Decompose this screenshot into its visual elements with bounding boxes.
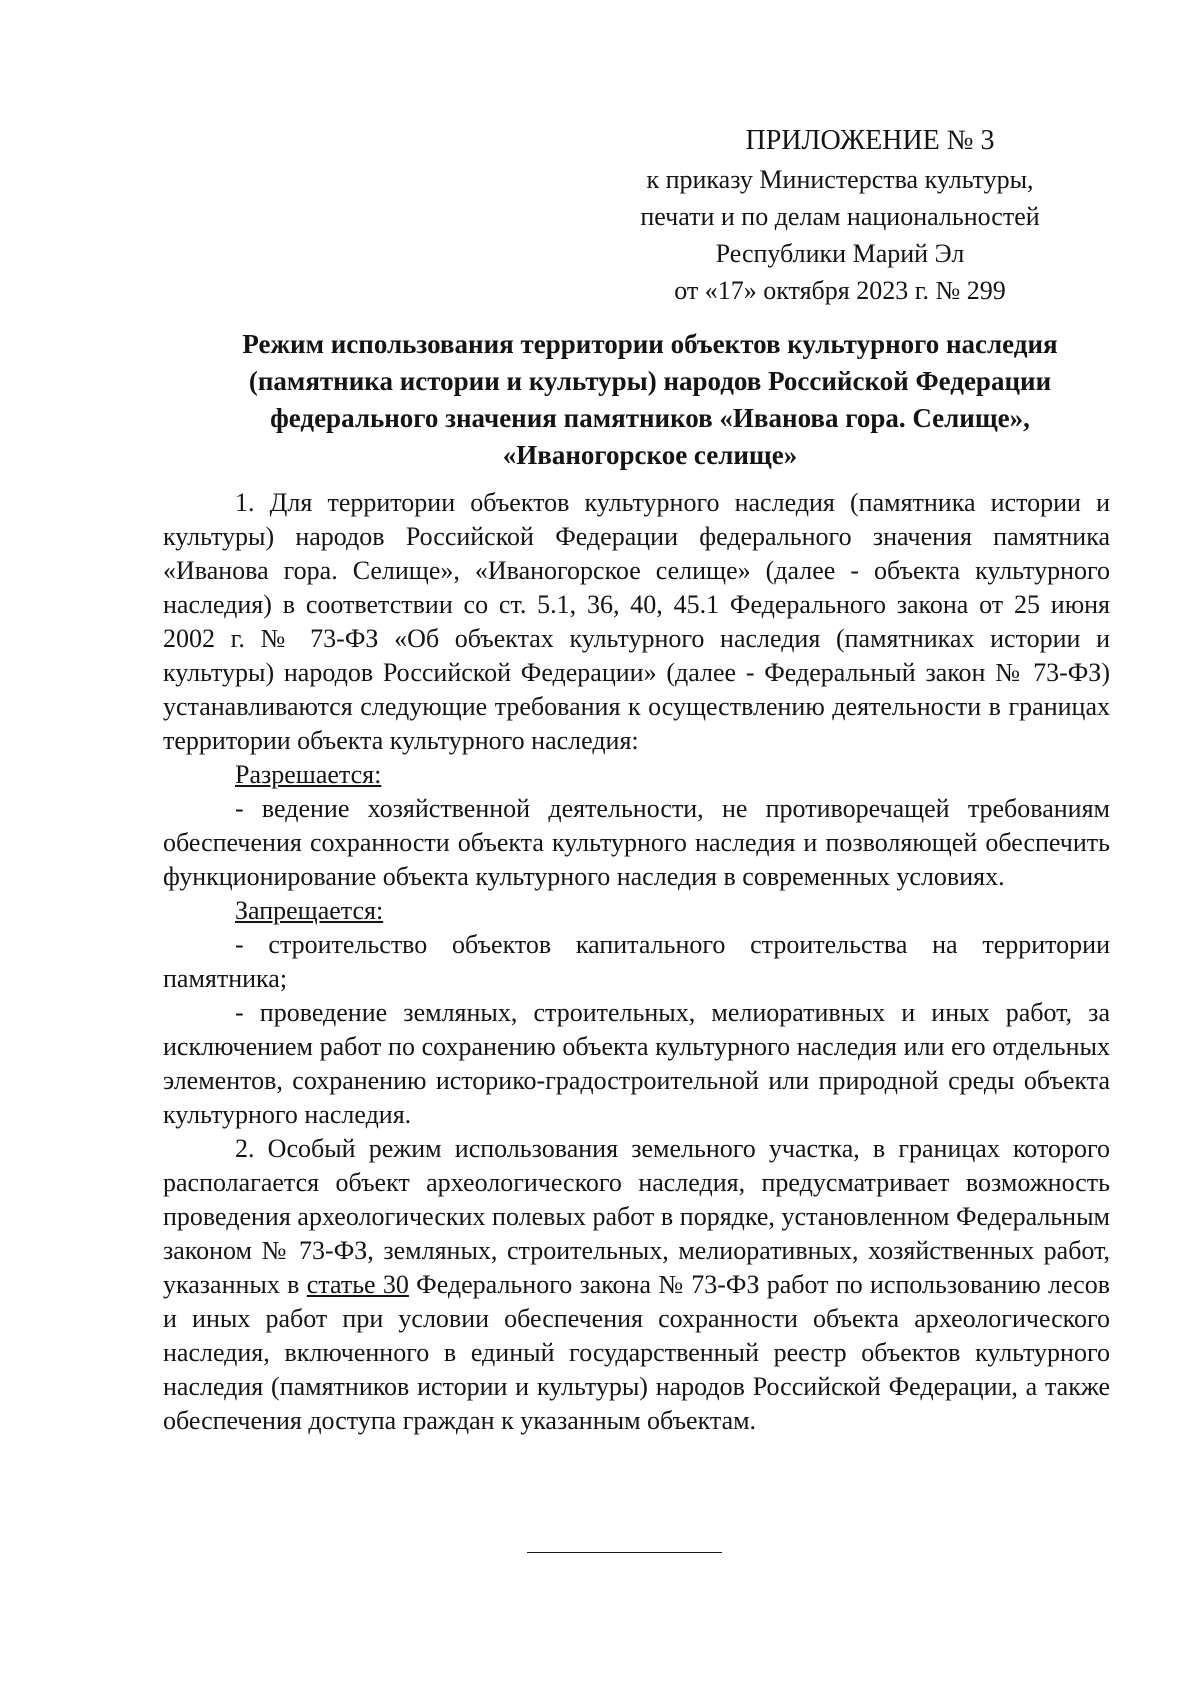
title-line-1: Режим использования территории объектов культурного наследия bbox=[242, 329, 1058, 359]
closing-divider bbox=[527, 1552, 722, 1553]
allowed-label-row bbox=[163, 758, 1110, 792]
article-30-link[interactable]: статье 30 bbox=[306, 1270, 409, 1299]
appendix-line-2: печати и по делам национальностей bbox=[640, 202, 1040, 231]
title-line-3: федерального значения памятников «Иванова гора. Селище», bbox=[270, 403, 1030, 433]
section-2-text-start: 2. Особый режим использования земельного участка, в границах которого располагается объект археологического наследия, предусматривает возможность проведения археологических полевых работ в порядке, установленном Федеральным законом № 73-ФЗ, земляных, строительных, мелиоративных, хозяйственных работ, указанных в bbox=[163, 1134, 1110, 1299]
appendix-line-1: к приказу Министерства культуры, bbox=[646, 165, 1034, 194]
section-2-text-end: Федерального закона № 73-ФЗ работ по использованию лесов и иных работ при условии обеспечения сохранности объекта археологического наследия, включенного в единый государственный реестр объектов культурного наследия (памятников истории и культуры) народов Российской Федерации, а также обеспечения доступа граждан к указанным объектам. bbox=[163, 1270, 1110, 1435]
prohibited-item-1: - строительство объектов капитального строительства на территории памятника; bbox=[163, 930, 1110, 993]
prohibited-label: Запрещается: bbox=[235, 896, 384, 925]
appendix-line-3: Республики Марий Эл bbox=[715, 239, 965, 268]
appendix-heading: ПРИЛОЖЕНИЕ № 3 bbox=[745, 125, 995, 156]
title-line-2: (памятника истории и культуры) народов Российской Федерации bbox=[248, 366, 1052, 396]
section-1-intro: 1. Для территории объектов культурного наследия (памятника истории и культуры) народов Российской Федерации федерального значения памятника «Иванова гора. Селище», «Иваногорское селище» (далее - объекта культурного наследия) в соответствии со ст. 5.1, 36, 40, 45.1 Федерального закона от 25 июня 2002 г. № 73-ФЗ «Об объектах культурного наследия (памятниках истории и культуры) народов Российской Федерации» (далее - Федеральный закон № 73-ФЗ) устанавливаются следующие требования к осуществлению деятельности в границах территории объекта культурного наследия: bbox=[163, 488, 1110, 755]
prohibited-item-2: - проведение земляных, строительных, мелиоративных и иных работ, за исключением работ по сохранению объекта культурного наследия или его отдельных элементов, сохранению историко-градостроительной или природной среды объекта культурного наследия. bbox=[163, 998, 1110, 1129]
allowed-item-1: - ведение хозяйственной деятельности, не противоречащей требованиям обеспечения сохранности объекта культурного наследия и позволяющей обеспечить функционирование объекта культурного наследия в современных условиях. bbox=[163, 794, 1110, 891]
appendix-header bbox=[600, 122, 1080, 309]
title-line-4: «Ивaногорское селище» bbox=[502, 440, 798, 470]
appendix-line-4: от «17» октября 2023 г. № 299 bbox=[674, 276, 1006, 305]
document-title bbox=[170, 326, 1130, 474]
document-body bbox=[163, 486, 1110, 1438]
section-2-paragraph bbox=[163, 1132, 1110, 1438]
allowed-label: Разрешается: bbox=[235, 760, 382, 789]
prohibited-label-row bbox=[163, 894, 1110, 928]
